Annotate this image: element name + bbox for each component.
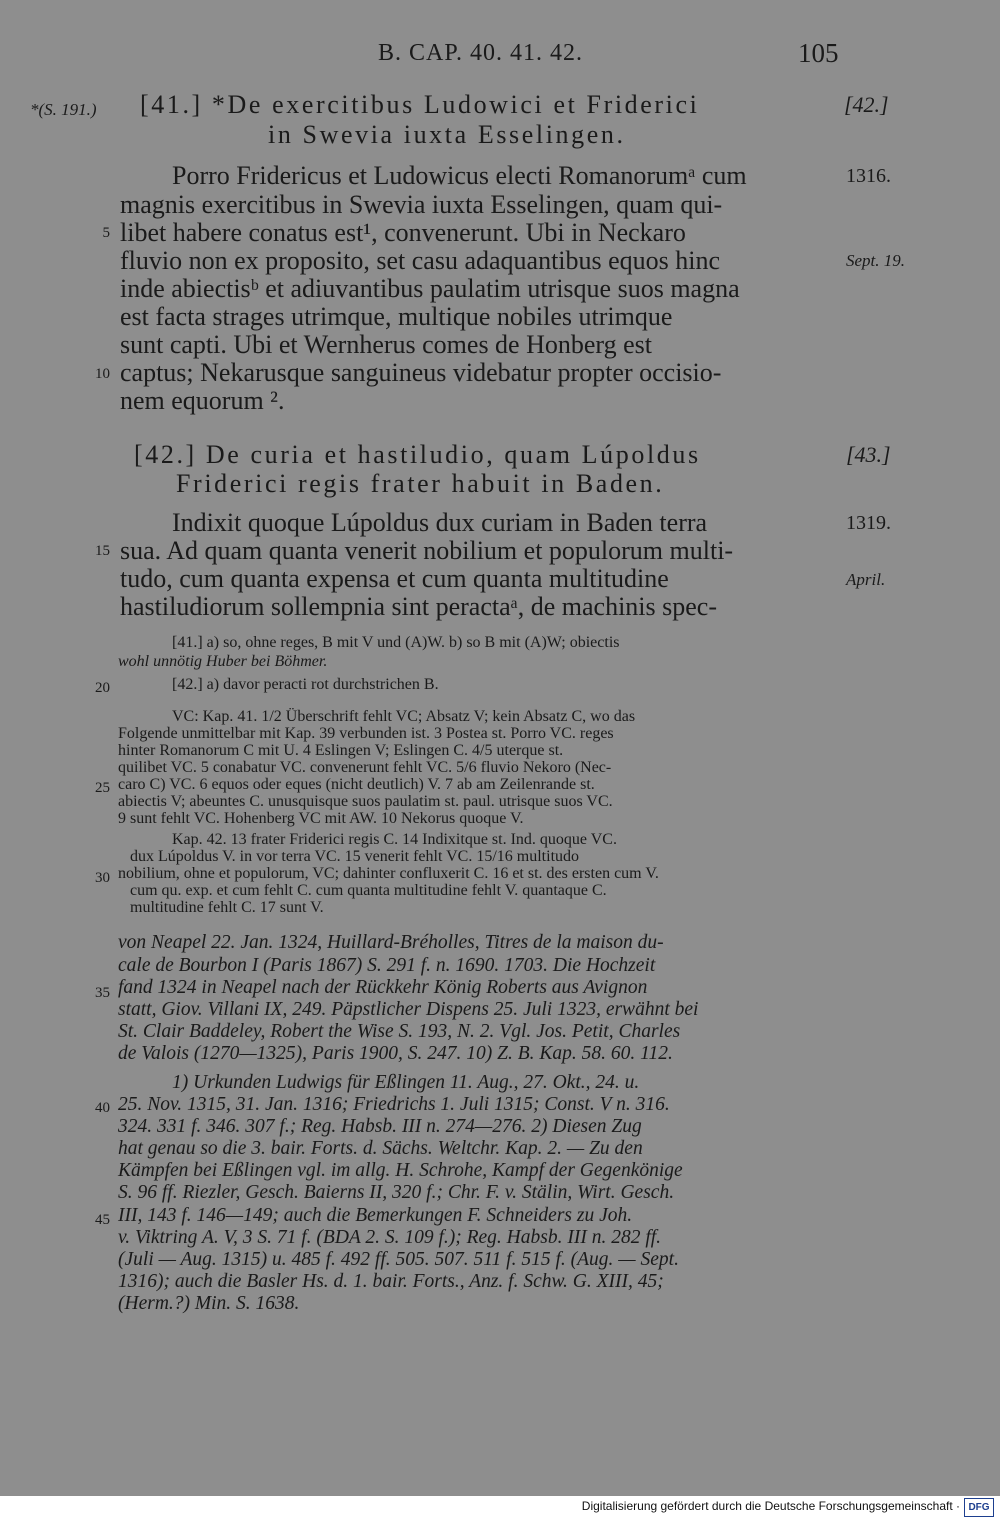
apparatus-line: hinter Romanorum C mit U. 4 Eslingen V; Eslingen C. 4/5 uterque st. bbox=[118, 742, 564, 759]
note-line: 324. 331 f. 346. 307 f.; Reg. Habsb. III n. 274—276. 2) Diesen Zug bbox=[118, 1116, 642, 1137]
note-line: cale de Bourbon I (Paris 1867) S. 291 f. n. 1690. 1703. Die Hochzeit bbox=[118, 955, 656, 976]
note-line: (Herm.?) Min. S. 1638. bbox=[118, 1293, 300, 1314]
note-line: S. 96 ff. Riezler, Gesch. Baierns II, 320 f.; Chr. F. v. Stälin, Wirt. Gesch. bbox=[118, 1182, 675, 1203]
apparatus-line: wohl unnötig Huber bei Böhmer. bbox=[118, 653, 328, 670]
chapter-42-heading: [42.] De curia et hastiludio, quam Lúpoldus bbox=[134, 440, 701, 469]
apparatus-line: Folgende unmittelbar mit Kap. 39 verbunden ist. 3 Postea st. Porro VC. reges bbox=[118, 725, 614, 742]
text-line: tudo, cum quanta expensa et cum quanta multitudine bbox=[120, 564, 669, 593]
note-line: statt, Giov. Villani IX, 249. Päpstlicher Dispens 25. Juli 1323, erwähnt bei bbox=[118, 999, 699, 1020]
text-line: Porro Fridericus et Ludowicus electi Romanorumᵃ cum bbox=[172, 161, 747, 190]
apparatus-line: Kap. 42. 13 frater Friderici regis C. 14 Indixitque st. Ind. quoque VC. bbox=[172, 831, 617, 848]
text-line: fluvio non ex proposito, set casu adaquantibus equos hinc bbox=[120, 246, 721, 275]
text-line: hastiludiorum sollempnia sint peractaᵃ, de machinis spec- bbox=[120, 592, 718, 621]
dfg-logo: DFG bbox=[964, 1498, 994, 1517]
margin-date-april: April. bbox=[846, 570, 886, 589]
chapter-41-heading: [41.] *De exercitibus Ludowici et Friderici bbox=[140, 90, 700, 119]
line-number: 35 bbox=[95, 985, 110, 1001]
apparatus-line: VC: Kap. 41. 1/2 Überschrift fehlt VC; Absatz V; kein Absatz C, wo das bbox=[172, 708, 636, 725]
note-line: fand 1324 in Neapel nach der Rückkehr König Roberts aus Avignon bbox=[118, 977, 648, 998]
chapter-42-heading-cont: Friderici regis frater habuit in Baden. bbox=[176, 469, 665, 498]
note-line: III, 143 f. 146—149; auch die Bemerkungen F. Schneiders zu Joh. bbox=[118, 1205, 633, 1226]
text-line: est facta strages utrimque, multique nobiles utrimque bbox=[120, 302, 673, 331]
text-line: captus; Nekarusque sanguineus videbatur propter occisio- bbox=[120, 358, 722, 387]
note-line: St. Clair Baddeley, Robert the Wise S. 193, N. 2. Vgl. Jos. Petit, Charles bbox=[118, 1021, 681, 1042]
apparatus-line: abiectis V; abeuntes C. unusquisque suos paulatim st. paul. utrisque suos VC. bbox=[118, 793, 613, 810]
apparatus-line: 9 sunt fehlt VC. Hohenberg VC mit AW. 10 Nekorus quoque V. bbox=[118, 810, 524, 827]
text-line: sua. Ad quam quanta venerit nobilium et populorum multi- bbox=[120, 536, 734, 565]
apparatus-line: caro C) VC. 6 equos oder eques (nicht deutlich) V. 7 ab am Zeilenrande st. bbox=[118, 776, 595, 793]
note-line: von Neapel 22. Jan. 1324, Huillard-Bréholles, Titres de la maison du- bbox=[118, 932, 664, 953]
line-number: 10 bbox=[95, 366, 110, 382]
apparatus-line: nobilium, ohne et populorum, VC; dahinter confluxerit C. 16 et st. des ersten cum V. bbox=[118, 865, 659, 882]
note-line: v. Viktring A. V, 3 S. 71 f. (BDA 2. S. 109 f.); Reg. Habsb. III n. 282 ff. bbox=[118, 1227, 662, 1248]
chapter-41-heading-cont: in Swevia iuxta Esselingen. bbox=[268, 120, 626, 149]
margin-chapter-ref-42: [43.] bbox=[846, 442, 891, 467]
apparatus-line: [42.] a) davor peracti rot durchstrichen B. bbox=[172, 676, 439, 693]
note-line: 25. Nov. 1315, 31. Jan. 1316; Friedrichs 1. Juli 1315; Const. V n. 316. bbox=[118, 1094, 670, 1115]
apparatus-line: multitudine fehlt C. 17 sunt V. bbox=[130, 899, 324, 916]
text-line: magnis exercitibus in Swevia iuxta Esselingen, quam qui- bbox=[120, 190, 723, 219]
margin-year-1319: 1319. bbox=[846, 512, 891, 534]
text-line: inde abiectisᵇ et adiuvantibus paulatim utrisque suos magna bbox=[120, 274, 740, 303]
line-number: 25 bbox=[95, 780, 110, 796]
running-title: B. CAP. 40. 41. 42. bbox=[378, 40, 584, 66]
text-line: libet habere conatus est¹, convenerunt. Ubi in Neckaro bbox=[120, 218, 686, 247]
note-line: 1316); auch die Basler Hs. d. 1. bair. Forts., Anz. f. Schw. G. XIII, 45; bbox=[118, 1271, 664, 1292]
line-number: 15 bbox=[95, 543, 110, 559]
apparatus-line: [41.] a) so, ohne reges, B mit V und (A)W. b) so B mit (A)W; obiectis bbox=[172, 634, 620, 651]
note-line: (Juli — Aug. 1315) u. 485 f. 492 ff. 505. 507. 511 f. 515 f. (Aug. — Sept. bbox=[118, 1249, 679, 1270]
page-number: 105 bbox=[798, 38, 839, 68]
margin-chapter-ref-41: [42.] bbox=[844, 92, 889, 117]
text-line: nem equorum ². bbox=[120, 386, 285, 415]
apparatus-line: dux Lúpoldus V. in vor terra VC. 15 venerit fehlt VC. 15/16 multitudo bbox=[130, 848, 580, 865]
margin-year-1316: 1316. bbox=[846, 165, 891, 187]
text-line: sunt capti. Ubi et Wernherus comes de Honberg est bbox=[120, 330, 652, 359]
line-number: 5 bbox=[102, 225, 110, 241]
note-line: 1) Urkunden Ludwigs für Eßlingen 11. Aug., 27. Okt., 24. u. bbox=[172, 1072, 640, 1093]
line-number: 45 bbox=[95, 1212, 110, 1228]
note-line: Kämpfen bei Eßlingen vgl. im allg. H. Schrohe, Kampf der Gegenkönige bbox=[118, 1160, 683, 1181]
line-number: 20 bbox=[95, 680, 110, 696]
footer-credit: Digitalisierung gefördert durch die Deutsche Forschungsgemeinschaft · bbox=[581, 1499, 960, 1513]
apparatus-line: cum qu. exp. et cum fehlt C. cum quanta multitudine fehlt V. quantaque C. bbox=[130, 882, 607, 899]
line-number: 40 bbox=[95, 1100, 110, 1116]
note-line: de Valois (1270—1325), Paris 1900, S. 247. 10) Z. B. Kap. 58. 60. 112. bbox=[118, 1043, 673, 1064]
note-line: hat genau so die 3. bair. Forts. d. Sächs. Weltchr. Kap. 2. — Zu den bbox=[118, 1138, 643, 1159]
line-number: 30 bbox=[95, 870, 110, 886]
margin-reference: *(S. 191.) bbox=[30, 100, 97, 119]
margin-date-sept: Sept. 19. bbox=[846, 251, 906, 270]
text-line: Indixit quoque Lúpoldus dux curiam in Baden terra bbox=[172, 508, 708, 537]
apparatus-line: quilibet VC. 5 conabatur VC. convenerunt fehlt VC. 5/6 fluvio Nekoro (Nec- bbox=[118, 759, 612, 776]
